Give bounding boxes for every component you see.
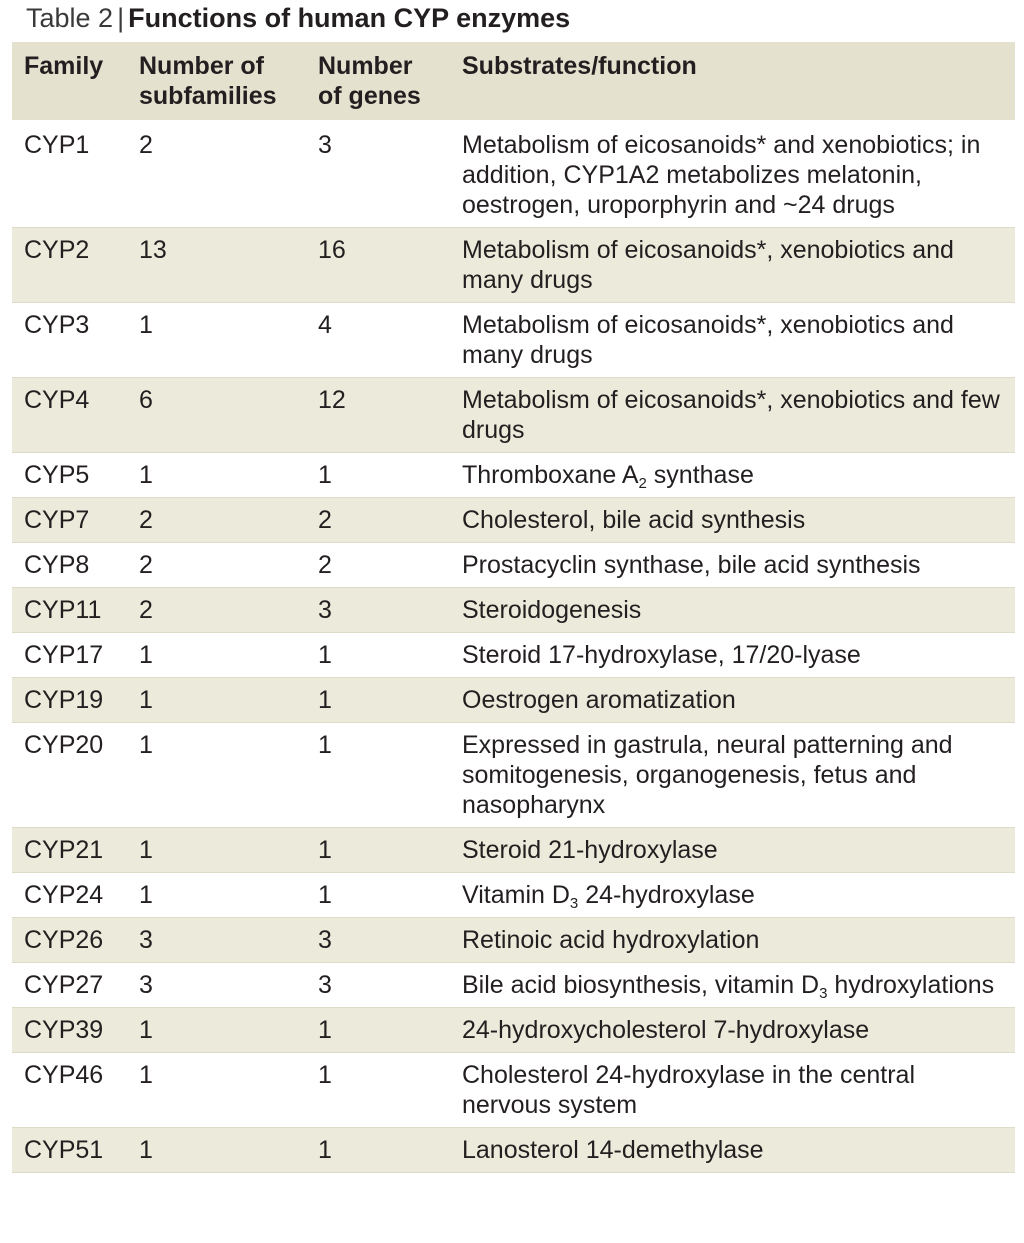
cell-genes: 2	[318, 543, 462, 588]
cell-family: CYP51	[12, 1128, 139, 1173]
cell-family: CYP11	[12, 588, 139, 633]
table-header	[12, 42, 1015, 122]
table-row	[12, 723, 1015, 828]
function-text-continued: 24-hydroxylase	[578, 881, 755, 909]
cell-subfamilies: 3	[139, 963, 318, 1008]
cell-function: Cholesterol, bile acid synthesis	[462, 498, 1015, 543]
cell-subfamilies: 3	[139, 918, 318, 963]
cell-function: Expressed in gastrula, neural patterning and somitogenesis, organogenesis, fetus and nasopharynx	[462, 723, 1015, 828]
cell-function	[462, 873, 1015, 918]
table-number: Table 2	[26, 3, 114, 33]
header-subfamilies-line1: Number of	[139, 52, 264, 80]
cell-function: Cholesterol 24-hydroxylase in the central nervous system	[462, 1053, 1015, 1128]
table-row	[12, 378, 1015, 453]
table-row	[12, 1053, 1015, 1128]
cell-genes: 3	[318, 122, 462, 228]
function-subscript: 3	[569, 895, 579, 912]
table-row	[12, 303, 1015, 378]
table-row	[12, 228, 1015, 303]
table-title: Functions of human CYP enzymes	[128, 3, 571, 33]
cell-subfamilies: 1	[139, 453, 318, 498]
function-text: Vitamin D	[462, 881, 570, 909]
header-function-label: Substrates/function	[462, 52, 697, 80]
cell-family: CYP5	[12, 453, 139, 498]
cell-family: CYP21	[12, 828, 139, 873]
cell-family: CYP17	[12, 633, 139, 678]
function-text: Bile acid biosynthesis, vitamin D	[462, 971, 820, 999]
cell-subfamilies: 1	[139, 1053, 318, 1128]
cell-genes: 16	[318, 228, 462, 303]
table-body	[12, 122, 1015, 1173]
cell-function: Steroidogenesis	[462, 588, 1015, 633]
table-row	[12, 678, 1015, 723]
cell-family: CYP27	[12, 963, 139, 1008]
table-caption	[26, 3, 570, 33]
header-family-label: Family	[24, 52, 104, 80]
cell-subfamilies: 1	[139, 723, 318, 828]
caption-separator: |	[117, 3, 125, 33]
table-row	[12, 588, 1015, 633]
function-subscript: 2	[638, 475, 647, 492]
cell-function: Metabolism of eicosanoids*, xenobiotics and many drugs	[462, 303, 1015, 378]
cell-subfamilies: 1	[139, 303, 318, 378]
cell-genes: 4	[318, 303, 462, 378]
cell-genes: 1	[318, 1128, 462, 1173]
table-row	[12, 963, 1015, 1008]
function-subscript: 3	[819, 985, 828, 1002]
cell-genes: 3	[318, 963, 462, 1008]
cell-subfamilies: 1	[139, 828, 318, 873]
header-genes-line2: of genes	[318, 82, 421, 110]
cell-genes: 1	[318, 1053, 462, 1128]
cell-subfamilies: 2	[139, 122, 318, 228]
header-subfamilies	[139, 42, 318, 122]
function-text: Thromboxane A	[462, 461, 639, 489]
cell-family: CYP39	[12, 1008, 139, 1053]
cell-genes: 1	[318, 873, 462, 918]
cell-function: Lanosterol 14-demethylase	[462, 1128, 1015, 1173]
cell-family: CYP19	[12, 678, 139, 723]
cell-function: Metabolism of eicosanoids*, xenobiotics and many drugs	[462, 228, 1015, 303]
cell-genes: 1	[318, 678, 462, 723]
table-row	[12, 122, 1015, 228]
cell-subfamilies: 1	[139, 1008, 318, 1053]
cell-genes: 1	[318, 1008, 462, 1053]
cell-function: Steroid 21-hydroxylase	[462, 828, 1015, 873]
cell-family: CYP26	[12, 918, 139, 963]
cell-subfamilies: 2	[139, 543, 318, 588]
table-row	[12, 498, 1015, 543]
cell-function: Prostacyclin synthase, bile acid synthesis	[462, 543, 1015, 588]
cyp-functions-table	[12, 42, 1015, 1173]
cell-family: CYP7	[12, 498, 139, 543]
table-row	[12, 918, 1015, 963]
cell-subfamilies: 2	[139, 588, 318, 633]
cell-family: CYP1	[12, 122, 139, 228]
cell-function	[462, 963, 1015, 1008]
cell-genes: 3	[318, 588, 462, 633]
cell-family: CYP8	[12, 543, 139, 588]
cell-function: Metabolism of eicosanoids* and xenobiotics; in addition, CYP1A2 metabolizes melatonin, oestrogen, uroporphyrin and ~24 drugs	[462, 122, 1015, 228]
cell-function: 24-hydroxycholesterol 7-hydroxylase	[462, 1008, 1015, 1053]
header-family	[12, 42, 139, 122]
cell-function: Oestrogen aromatization	[462, 678, 1015, 723]
table-row	[12, 873, 1015, 918]
header-function	[462, 42, 1015, 122]
cell-subfamilies: 13	[139, 228, 318, 303]
cell-family: CYP2	[12, 228, 139, 303]
cell-genes: 1	[318, 828, 462, 873]
table-row	[12, 453, 1015, 498]
cell-subfamilies: 6	[139, 378, 318, 453]
table-row	[12, 1128, 1015, 1173]
cell-function	[462, 453, 1015, 498]
table-row	[12, 543, 1015, 588]
cell-genes: 1	[318, 633, 462, 678]
cell-subfamilies: 1	[139, 1128, 318, 1173]
function-text-continued: synthase	[646, 461, 754, 489]
cell-genes: 3	[318, 918, 462, 963]
function-text-continued: hydroxylations	[827, 971, 995, 999]
header-genes-line1: Number	[318, 52, 413, 80]
cell-family: CYP4	[12, 378, 139, 453]
cell-function: Steroid 17-hydroxylase, 17/20-lyase	[462, 633, 1015, 678]
cell-genes: 1	[318, 453, 462, 498]
cell-family: CYP3	[12, 303, 139, 378]
cell-subfamilies: 2	[139, 498, 318, 543]
table-row	[12, 828, 1015, 873]
cell-genes: 12	[318, 378, 462, 453]
cell-subfamilies: 1	[139, 678, 318, 723]
cell-function: Metabolism of eicosanoids*, xenobiotics and few drugs	[462, 378, 1015, 453]
cell-genes: 1	[318, 723, 462, 828]
cell-subfamilies: 1	[139, 873, 318, 918]
cell-family: CYP46	[12, 1053, 139, 1128]
cell-function: Retinoic acid hydroxylation	[462, 918, 1015, 963]
cell-family: CYP20	[12, 723, 139, 828]
header-subfamilies-line2: subfamilies	[139, 82, 277, 110]
cell-genes: 2	[318, 498, 462, 543]
cell-family: CYP24	[12, 873, 139, 918]
table-row	[12, 1008, 1015, 1053]
table-row	[12, 633, 1015, 678]
cell-subfamilies: 1	[139, 633, 318, 678]
header-row	[12, 42, 1015, 122]
header-genes	[318, 42, 462, 122]
